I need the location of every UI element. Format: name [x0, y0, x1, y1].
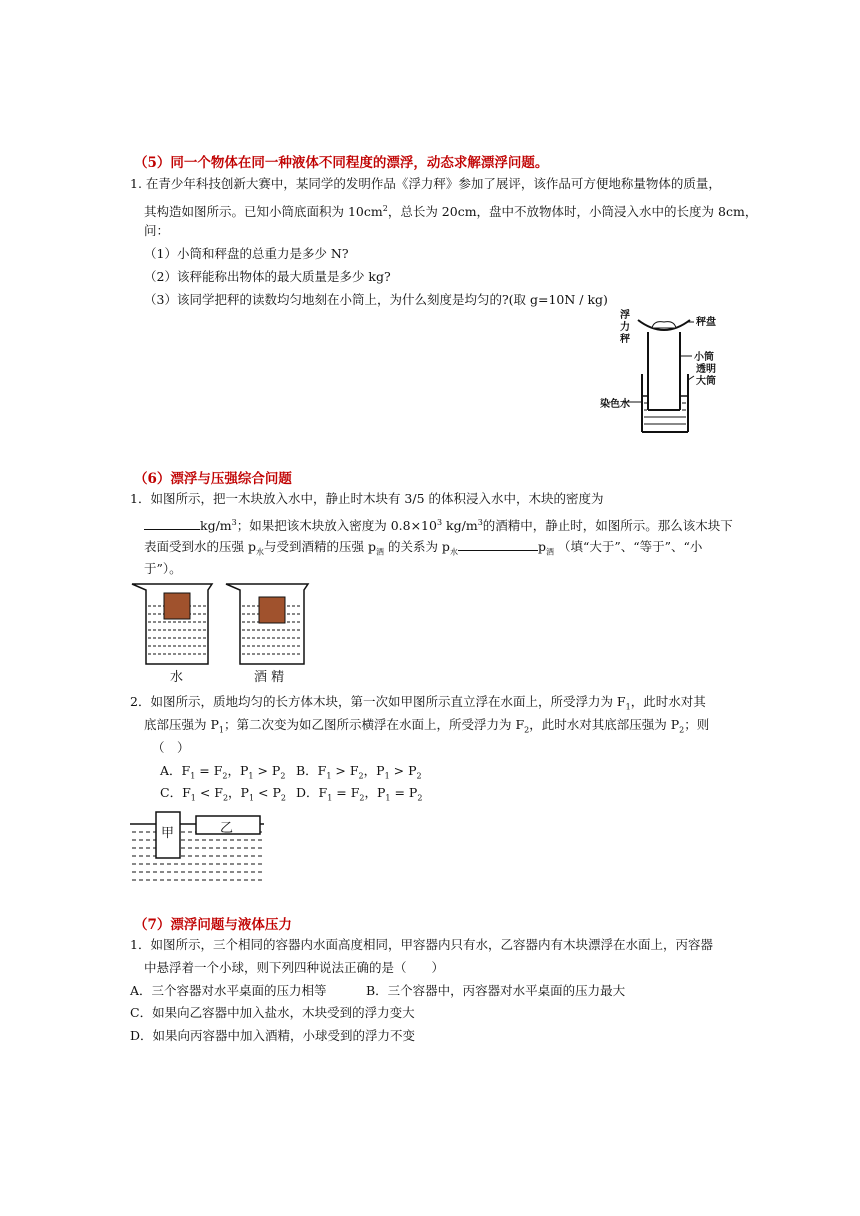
blocks-figure — [130, 810, 270, 890]
question-text: $kg/m^3$；如果把该木块放入密度为 $0.8\times 10^3$ $kg/m^3$的酒精中，静止时，如图所示。那么该木块下 — [144, 514, 733, 535]
label-alcohol: 酒 精 — [254, 670, 285, 685]
question-text: 于”）。 — [144, 561, 182, 576]
question-text: 1．如图所示，把一木块放入水中，静止时木块有 3/5 的体积浸入水中，木块的密度为 — [130, 491, 604, 506]
question-text: 2．如图所示，质地均匀的长方体木块，第一次如甲图所示直立浮在水面上，所受浮力为 $F_1$，此时水对其 — [130, 694, 706, 712]
option-c[interactable]: C．如果向乙容器中加入盐水，木块受到的浮力变大 — [130, 1005, 415, 1020]
beakers-figure — [128, 580, 328, 685]
question-text: 表面受到水的压强 $p_水$与受到酒精的压强 $p_酒$ 的关系为 $p_水$ $p_酒$ （填“大于”、“等于”、“小 — [144, 539, 703, 557]
question-text: 1．如图所示，三个相同的容器内水面高度相同，甲容器内只有水，乙容器内有木块漂浮在水面上，丙容器 — [130, 937, 713, 952]
beakers-diagram — [128, 580, 328, 680]
section-7-heading: （7）漂浮问题与液体压力 — [134, 917, 292, 933]
question-text: 1. 在青少年科技创新大赛中，某同学的发明作品《浮力秤》参加了展评，该作品可方便地称量物体的质量， — [130, 176, 721, 191]
question-text: 问： — [144, 223, 170, 238]
sub-question-3: （3）该同学把秤的读数均匀地刻在小筒上，为什么刻度是均匀的?(取 g=10N / kg) — [144, 292, 608, 307]
question-text: 底部压强为 $P_1$；第二次变为如乙图所示横浮在水面上，所受浮力为 $F_2$，此时水对其底部压强为 $P_2$；则 — [144, 717, 710, 735]
answer-blank[interactable] — [144, 517, 200, 530]
question-text: 中悬浮着一个小球，则下列四种说法正确的是（ ） — [144, 960, 445, 975]
water-beaker — [132, 584, 212, 664]
section-6-heading: （6）漂浮与压强综合问题 — [134, 471, 292, 487]
label-dyed-water: 染色水 — [600, 399, 630, 410]
label-pan: 秤盘 — [696, 317, 716, 328]
sub-question-1: （1）小筒和秤盘的总重力是多少 N? — [144, 246, 349, 261]
option-d[interactable]: D．$F_1 = F_2$，$P_1 = P_2$ — [296, 785, 423, 803]
option-c[interactable]: C．$F_1 < F_2$，$P_1 < P_2$ — [160, 785, 286, 803]
label-jia: 甲 — [161, 826, 175, 841]
option-a[interactable]: A．$F_1 = F_2$，$P_1 > P_2$ — [160, 763, 286, 781]
alcohol-beaker — [226, 584, 308, 664]
label-small-tube: 小筒 — [694, 352, 714, 363]
option-a[interactable]: A．三个容器对水平桌面的压力相等 — [130, 983, 327, 998]
label-transparent-cylinder: 透明大筒 — [696, 364, 716, 387]
question-paren: （ ） — [152, 740, 190, 755]
option-b[interactable]: B．$F_1 > F_2$，$P_1 > P_2$ — [296, 763, 422, 781]
question-text: 其构造如图所示。已知小筒底面积为 $10cm^2$，总长为 20cm，盘中不放物体时，小筒浸入水中的长度为 8cm， — [144, 204, 758, 220]
label-yi: 乙 — [220, 821, 234, 836]
sub-question-2: （2）该秤能称出物体的最大质量是多少 kg? — [144, 269, 391, 284]
buoyancy-scale-figure — [598, 310, 728, 440]
label-water: 水 — [170, 670, 184, 685]
option-d[interactable]: D．如果向丙容器中加入酒精，小球受到的浮力不变 — [130, 1028, 416, 1043]
section-5-heading: （5）同一个物体在同一种液体不同程度的漂浮，动态求解漂浮问题。 — [134, 155, 549, 171]
answer-blank[interactable] — [458, 538, 538, 551]
blocks-diagram — [130, 810, 270, 890]
label-buoyancy-scale: 浮力秤 — [620, 310, 630, 345]
option-b[interactable]: B．三个容器中，丙容器对水平桌面的压力最大 — [366, 983, 626, 998]
